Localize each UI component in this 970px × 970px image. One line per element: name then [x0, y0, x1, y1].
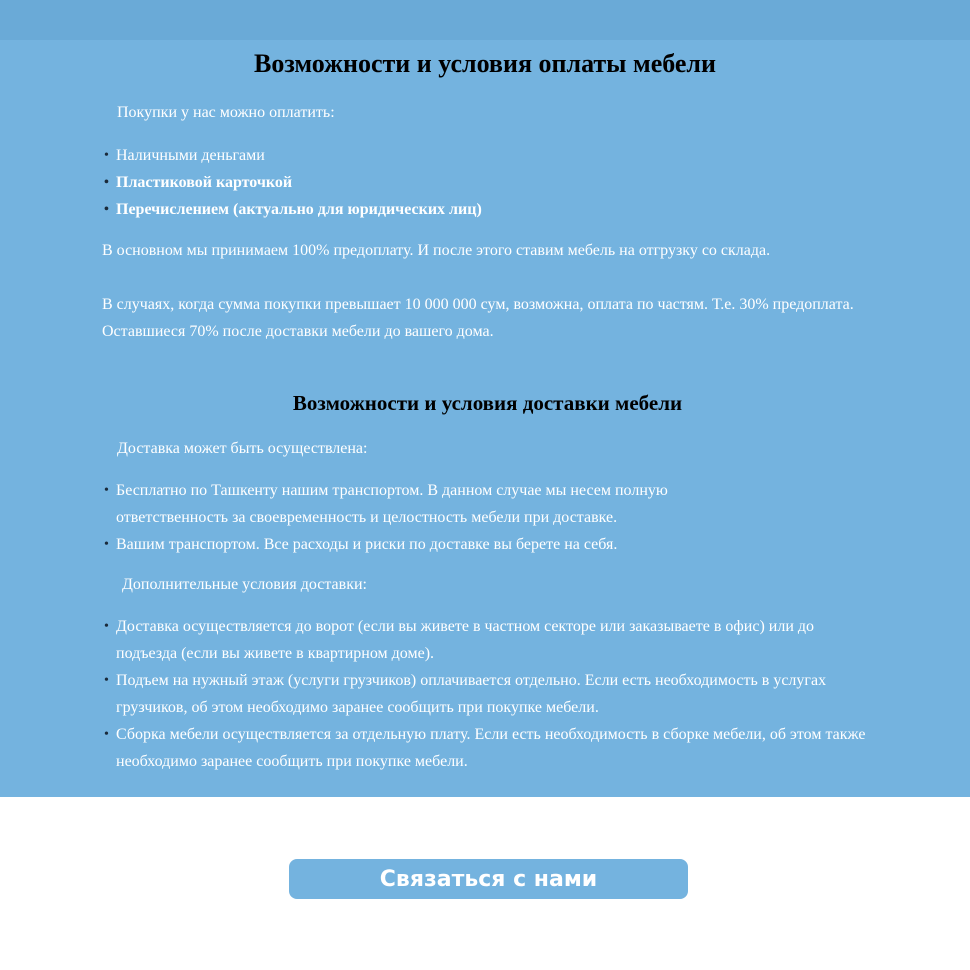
- payment-methods-list: [102, 142, 862, 223]
- payment-intro: Покупки у нас можно оплатить:: [117, 104, 335, 121]
- payment-method-cash: • Наличными деньгами: [102, 142, 862, 169]
- payment-title: Возможности и условия оплаты мебели: [254, 49, 716, 78]
- payment-method-card: • Пластиковой карточкой: [102, 169, 862, 196]
- delivery-extra-assembly: • Сборка мебели осуществляется за отдельную плату. Если есть необходимость в сборке мебели, об этом также необходимо заранее сообщить при покупке мебели.: [102, 721, 872, 775]
- top-bar: [0, 0, 970, 40]
- delivery-title: Возможности и условия доставки мебели: [292, 391, 683, 415]
- payment-prepay-paragraph: В основном мы принимаем 100% предоплату. И после этого ставим мебель на отгрузку со склада.: [102, 242, 771, 259]
- delivery-extra-list: [102, 613, 872, 775]
- contact-us-button[interactable]: Связаться с нами: [289, 859, 688, 899]
- info-section: [0, 40, 970, 797]
- delivery-intro: Доставка может быть осуществлена:: [117, 440, 368, 457]
- delivery-option-free: • Бесплатно по Ташкенту нашим транспортом. В данном случае мы несем полную ответственность за своевременность и целостность мебели при доставке.: [102, 477, 782, 531]
- delivery-options-list: [102, 477, 782, 558]
- payment-installment-paragraph: В случаях, когда сумма покупки превышает 10 000 000 сум, возможна, оплата по частям. Т.е. 30% предоплата. Оставшиеся 70% после доставки мебели до вашего дома.: [102, 296, 854, 340]
- delivery-extra-intro: Дополнительные условия доставки:: [122, 576, 367, 593]
- payment-method-transfer: • Перечислением (актуально для юридических лиц): [102, 196, 862, 223]
- delivery-extra-gate: • Доставка осуществляется до ворот (если вы живете в частном секторе или заказываете в офис) или до подъезда (если вы живете в квартирном доме).: [102, 613, 872, 667]
- delivery-option-own: • Вашим транспортом. Все расходы и риски по доставке вы берете на себя.: [102, 531, 782, 558]
- delivery-extra-lift: • Подъем на нужный этаж (услуги грузчиков) оплачивается отдельно. Если есть необходимость в услугах грузчиков, об этом необходимо заранее сообщить при покупке мебели.: [102, 667, 872, 721]
